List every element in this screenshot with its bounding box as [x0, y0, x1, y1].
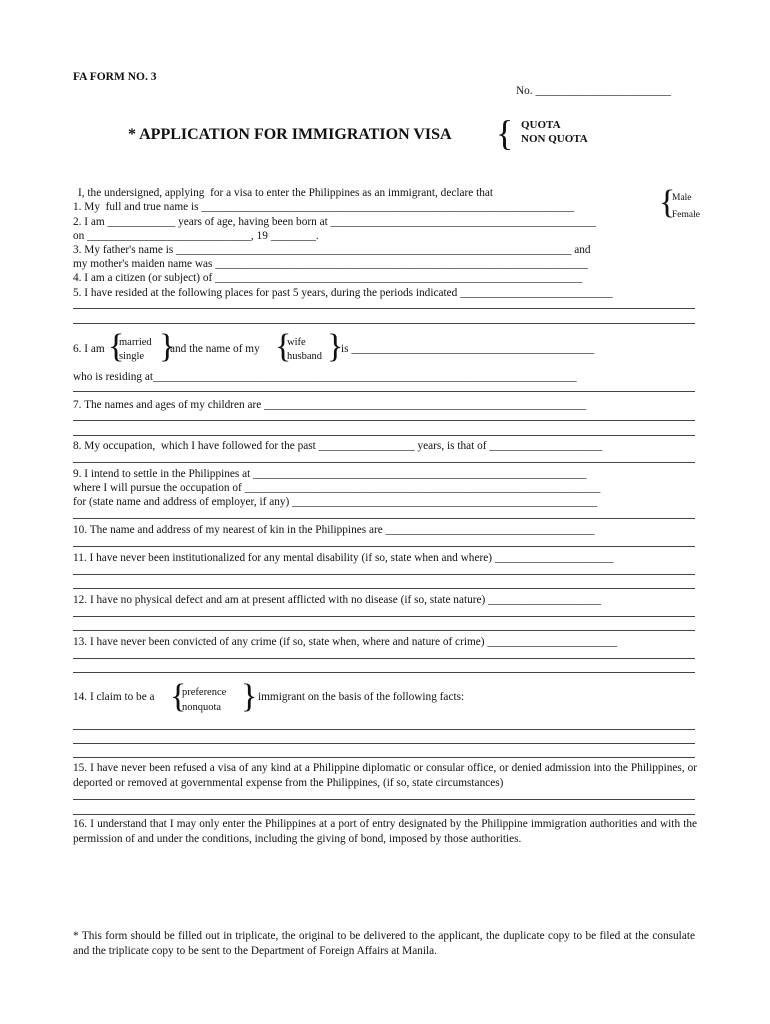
- physical-line-1[interactable]: [73, 616, 695, 617]
- residence-line-2[interactable]: [73, 323, 695, 324]
- quota-option[interactable]: QUOTA: [521, 119, 561, 131]
- occupation-field[interactable]: 8. My occupation, which I have followed for the past _________________ years, is that of ____________________: [73, 440, 603, 452]
- mental-line-1[interactable]: [73, 574, 695, 575]
- physical-line-2[interactable]: [73, 630, 695, 631]
- mother-name-field[interactable]: my mother's maiden name was __________________________________________________________________: [73, 258, 589, 270]
- full-name-field[interactable]: 1. My full and true name is __________________________________________________________________: [73, 201, 575, 213]
- immigrant-brace-right: }: [241, 678, 258, 715]
- form-number-field[interactable]: No. ________________________: [516, 85, 672, 97]
- gender-brace: {: [659, 184, 676, 221]
- husband-option[interactable]: husband: [287, 351, 322, 362]
- spouse-residence-field[interactable]: who is residing at___________________________________________________________________________: [73, 371, 577, 383]
- age-birthplace-field[interactable]: 2. I am ____________ years of age, having been born at _______________________________________________: [73, 216, 597, 228]
- visa-refusal-text: 15. I have never been refused a visa of any kind at a Philippine diplomatic or consular office, or denied admission into the Philippines, or deported or removed at governmental expense from the Philippines, (if so, state circumstances): [73, 762, 697, 789]
- mental-line-2[interactable]: [73, 588, 695, 589]
- spouse-line[interactable]: [73, 391, 695, 392]
- spouse-name-field[interactable]: is ___________________________________________: [341, 343, 595, 355]
- physical-defect-field[interactable]: 12. I have no physical defect and am at present afflicted with no disease (if so, state nature) ____________________: [73, 594, 602, 606]
- children-line-1[interactable]: [73, 420, 695, 421]
- married-option[interactable]: married: [119, 337, 152, 348]
- refusal-line-1[interactable]: [73, 799, 695, 800]
- settle-location-field[interactable]: 9. I intend to settle in the Philippines at ___________________________________________________________: [73, 468, 587, 480]
- employer-line[interactable]: [73, 518, 695, 519]
- non-quota-option[interactable]: NON QUOTA: [521, 133, 588, 145]
- marital-label: 6. I am: [73, 343, 105, 355]
- basis-line-3[interactable]: [73, 757, 695, 758]
- next-of-kin-field[interactable]: 10. The name and address of my nearest of kin in the Philippines are _____________________________________: [73, 524, 595, 536]
- father-name-field[interactable]: 3. My father's name is ______________________________________________________________________ and: [73, 244, 591, 256]
- children-field[interactable]: 7. The names and ages of my children are _________________________________________________________: [73, 399, 587, 411]
- preference-option[interactable]: preference: [182, 687, 227, 698]
- intended-occupation-field[interactable]: where I will pursue the occupation of _______________________________________________________________: [73, 482, 601, 494]
- quota-brace: {: [496, 113, 514, 153]
- marital-brace-right: }: [159, 328, 176, 365]
- birth-date-field[interactable]: on _____________________________, 19 ________.: [73, 230, 319, 242]
- residence-line-1[interactable]: [73, 308, 695, 309]
- occupation-line[interactable]: [73, 462, 695, 463]
- intro-text: I, the undersigned, applying for a visa to enter the Philippines as an immigrant, declare that: [78, 187, 494, 199]
- next-of-kin-line[interactable]: [73, 546, 695, 547]
- port-of-entry-text: 16. I understand that I may only enter the Philippines at a port of entry designated by the Philippine immigration authorities and with the permission of and under the conditions, including the giving of bond, imposed by those authorities.: [73, 818, 697, 845]
- marital-brace-left: {: [108, 328, 125, 365]
- crime-field[interactable]: 13. I have never been convicted of any crime (if so, state when, where and nature of crime) _______________________: [73, 636, 618, 648]
- male-option[interactable]: Male: [672, 193, 692, 203]
- immigrant-brace-left: {: [170, 678, 187, 715]
- crime-line-2[interactable]: [73, 672, 695, 673]
- single-option[interactable]: single: [119, 351, 145, 362]
- residence-field[interactable]: 5. I have resided at the following places for past 5 years, during the periods indicated ___________________________: [73, 287, 613, 299]
- basis-line-1[interactable]: [73, 729, 695, 730]
- wife-option[interactable]: wife: [287, 337, 306, 348]
- refusal-line-2[interactable]: [73, 814, 695, 815]
- page-title: * APPLICATION FOR IMMIGRATION VISA: [128, 126, 452, 143]
- nonquota-option[interactable]: nonquota: [182, 702, 222, 713]
- spouse-brace-right: }: [327, 328, 344, 365]
- crime-line-1[interactable]: [73, 658, 695, 659]
- children-line-2[interactable]: [73, 435, 695, 436]
- spouse-brace-left: {: [275, 328, 292, 365]
- immigrant-class-label: 14. I claim to be a: [73, 691, 155, 703]
- immigrant-basis-label: immigrant on the basis of the following facts:: [258, 691, 465, 703]
- citizenship-field[interactable]: 4. I am a citizen (or subject) of _________________________________________________________________: [73, 272, 583, 284]
- form-number: FA FORM NO. 3: [73, 71, 157, 83]
- footnote: * This form should be filled out in triplicate, the original to be delivered to the applicant, the duplicate copy to be filed at the consulate and the triplicate copy to be sent to the Department of Foreign Affairs at Manila.: [73, 930, 695, 957]
- mental-disability-field[interactable]: 11. I have never been institutionalized for any mental disability (if so, state when and where) _____________________: [73, 552, 614, 564]
- spouse-label: and the name of my: [170, 343, 260, 355]
- female-option[interactable]: Female: [672, 210, 700, 220]
- basis-line-2[interactable]: [73, 743, 695, 744]
- employer-field[interactable]: for (state name and address of employer, if any) ______________________________________________________: [73, 496, 598, 508]
